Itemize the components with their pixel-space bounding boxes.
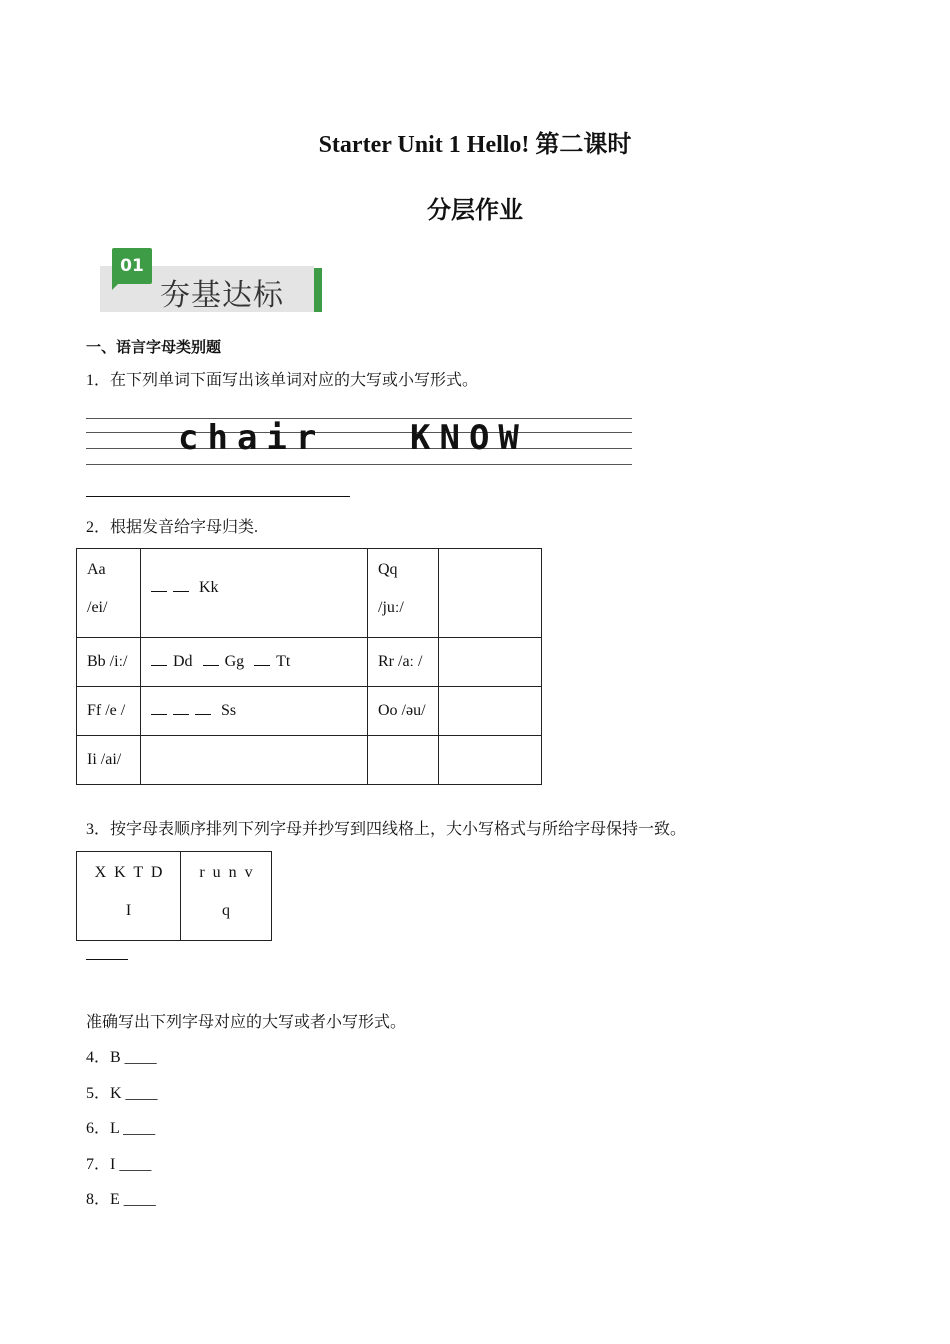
blank [254,651,270,666]
list-item: 7．I ____ [86,1156,152,1173]
blank [151,577,167,592]
blank [173,700,189,715]
list-item: 8．E ____ [86,1191,156,1208]
list-item: 4．B ____ [86,1049,157,1066]
cell-text: Gg [224,653,245,670]
table-cell [77,638,141,687]
guide-line [86,464,632,465]
cell-text: I [125,902,132,919]
cell-text: Rr /aː / [378,653,423,670]
cell-text: Ss [221,702,237,719]
guide-line [86,432,632,433]
blank [173,577,189,592]
question-2-text: 2．根据发音给字母归类. [86,519,259,536]
list-item: 5．K ____ [86,1085,158,1102]
table-cell [368,638,439,687]
table-cell [77,852,181,941]
table-cell [181,852,272,941]
cell-text: /juː/ [378,599,404,616]
table-row [77,687,542,736]
table-row [77,638,542,687]
table-cell [439,736,542,785]
cell-text: Dd [173,653,193,670]
table-cell [141,687,368,736]
list-item: 6．L ____ [86,1120,156,1137]
answer-line [86,496,350,497]
badge-label: 夯基达标 [160,278,284,313]
table-cell [439,549,542,638]
section-heading: 一、语言字母类别题 [86,338,222,356]
table-cell [368,687,439,736]
badge-number: 01 [112,248,152,284]
table-cell [141,638,368,687]
cell-text: Bb /iː/ [87,653,128,670]
word-know: KNOW [410,418,528,458]
instruction-text: 准确写出下列字母对应的大写或者小写形式。 [86,1014,407,1031]
badge-number-tail [112,282,120,290]
cell-text: r u n v [199,864,253,881]
table-cell [141,736,368,785]
blank [151,700,167,715]
table-row [77,736,542,785]
table-cell [77,687,141,736]
four-line-writing-image [86,412,632,468]
page-subtitle: 分层作业 [427,198,523,224]
cell-text: Aa [87,561,106,578]
page-title: Starter Unit 1 Hello! 第二课时 [318,132,632,158]
cell-text: Qq [378,561,398,578]
blank [195,700,211,715]
section-badge [100,248,324,312]
blank [151,651,167,666]
cell-text: Ii /ai/ [87,751,122,768]
guide-line [86,418,632,419]
cell-text: Ff /e / [87,702,126,719]
word-chair: chair [178,418,326,458]
letter-order-table [76,851,272,941]
answer-line [86,959,128,960]
letter-sound-table [76,548,542,785]
cell-text: Tt [276,653,291,670]
blank [203,651,219,666]
badge-accent-bar [314,268,322,312]
cell-text: q [222,902,230,919]
table-cell [77,736,141,785]
table-cell [77,549,141,638]
cell-text: Kk [199,579,219,596]
table-cell [141,549,368,638]
cell-text: /ei/ [87,599,108,616]
table-cell [439,687,542,736]
guide-line [86,448,632,449]
table-row [77,549,542,638]
table-cell [368,549,439,638]
cell-text: Oo /əu/ [378,702,426,719]
table-cell [368,736,439,785]
table-row [77,852,272,941]
table-cell [439,638,542,687]
cell-text: X K T D [94,864,163,881]
question-1-text: 1．在下列单词下面写出该单词对应的大写或小写形式。 [86,372,479,389]
question-3-text: 3．按字母表顺序排列下列字母并抄写到四线格上，大小写格式与所给字母保持一致。 [86,821,687,838]
